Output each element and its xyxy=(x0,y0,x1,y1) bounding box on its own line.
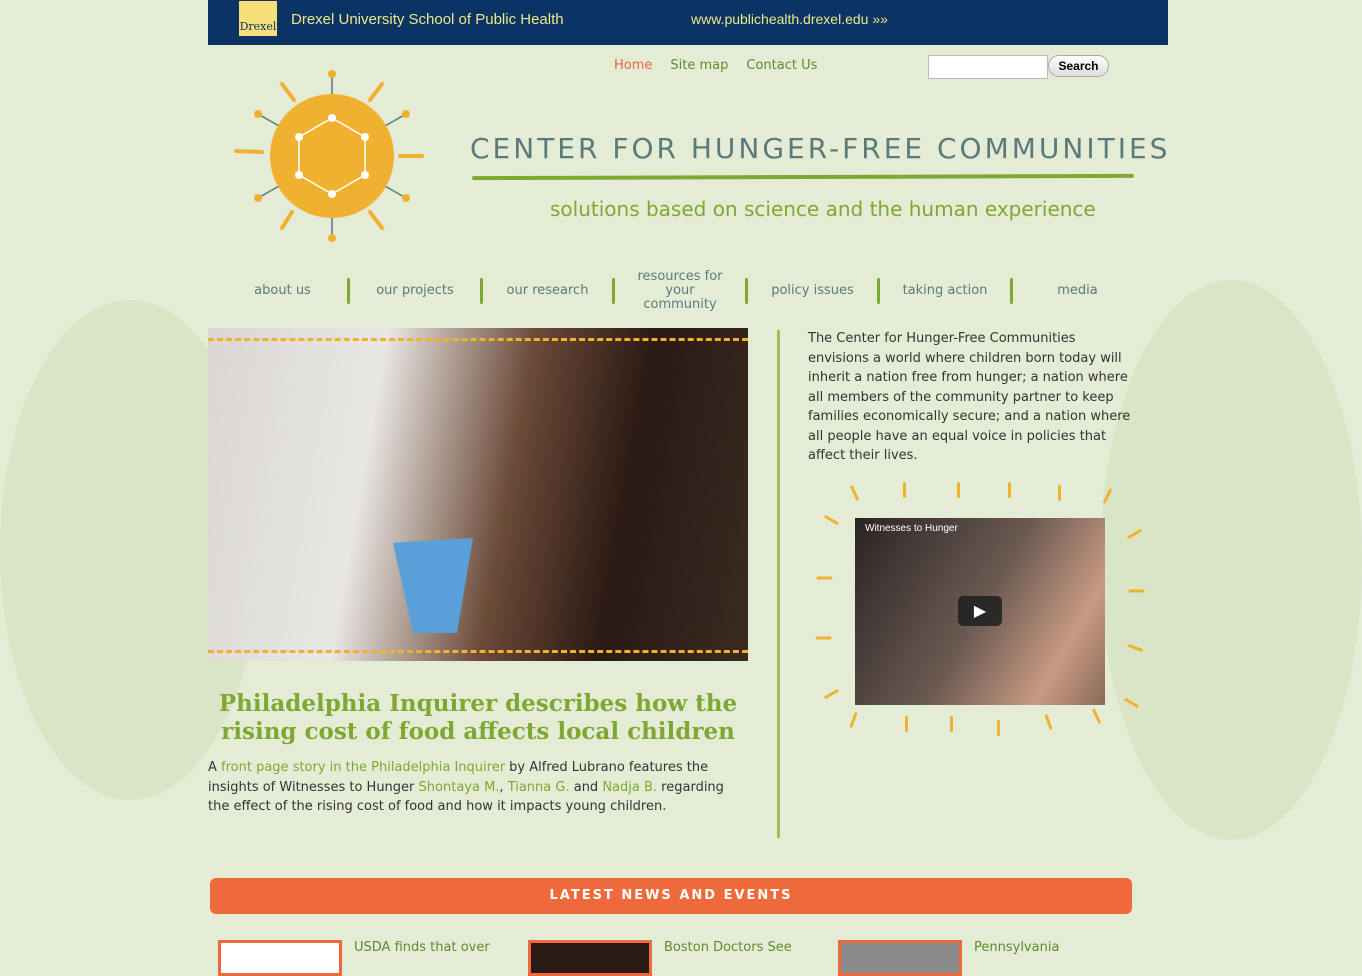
nav-divider xyxy=(347,278,350,304)
feature-headline[interactable]: Philadelphia Inquirer describes how the rising cost of food affects local children xyxy=(218,690,738,745)
news-thumbnail[interactable] xyxy=(528,940,652,976)
sun-ray xyxy=(824,515,839,526)
sun-ray xyxy=(849,712,857,728)
sun-ray xyxy=(1044,714,1052,730)
school-name-link[interactable]: Drexel University School of Public Health xyxy=(291,11,564,28)
text: , xyxy=(499,779,508,795)
nav-divider xyxy=(612,278,615,304)
news-thumbnail[interactable] xyxy=(838,940,962,976)
sun-ray xyxy=(1008,482,1011,498)
home-link[interactable]: Home xyxy=(614,58,653,73)
sun-ray xyxy=(850,485,859,501)
title-underline xyxy=(472,174,1134,180)
contact-link[interactable]: Contact Us xyxy=(746,58,818,73)
utility-nav xyxy=(614,58,817,73)
sun-ray xyxy=(1058,485,1061,501)
nav-divider xyxy=(877,278,880,304)
main-nav xyxy=(230,270,1130,312)
news-thumbnail[interactable] xyxy=(218,940,342,976)
sun-ray xyxy=(1129,590,1145,593)
cup-shape xyxy=(393,538,473,633)
search-input[interactable] xyxy=(928,55,1048,79)
background-photo xyxy=(1100,280,1362,840)
text: A xyxy=(208,760,222,775)
sun-ray xyxy=(1092,708,1101,724)
inquirer-link[interactable]: front page story in the Philadelphia Inquirer xyxy=(221,760,506,775)
sitemap-link[interactable]: Site map xyxy=(670,58,729,73)
nav-media[interactable]: media xyxy=(1057,283,1098,298)
person-link[interactable]: Tianna G. xyxy=(507,779,570,795)
sun-ray xyxy=(817,577,833,580)
nav-divider xyxy=(745,278,748,304)
nav-divider xyxy=(1010,278,1013,304)
dashed-border xyxy=(208,650,748,653)
news-heading: LATEST NEWS AND EVENTS xyxy=(210,878,1132,914)
nav-resources[interactable]: resources for your community xyxy=(637,269,723,312)
mission-statement: The Center for Hunger-Free Communities envisions a world where children born today will inherit a nation free from hunger; a nation where all members of the community partner to keep families economically secure; and a nation where all people have an equal voice in policies that affect their lives. xyxy=(808,331,1131,463)
person-link[interactable]: Shontaya M. xyxy=(418,779,500,795)
sun-ray xyxy=(957,482,960,498)
text: regarding the effect of the rising cost of food and how it impacts young children. xyxy=(208,779,724,814)
nav-taking-action[interactable]: taking action xyxy=(902,283,988,298)
nav-divider xyxy=(480,278,483,304)
dashed-border xyxy=(208,338,748,341)
search-button[interactable]: Search xyxy=(1048,55,1109,77)
play-icon[interactable]: ▶ xyxy=(958,596,1002,626)
feature-story xyxy=(208,758,738,817)
news-item[interactable] xyxy=(218,940,490,976)
video-title: Witnesses to Hunger xyxy=(865,523,958,534)
video-player[interactable] xyxy=(855,518,1105,705)
news-title[interactable]: USDA finds that over xyxy=(354,940,490,955)
sun-ray xyxy=(816,637,832,640)
sun-ray xyxy=(905,716,908,732)
tagline: solutions based on science and the human experience xyxy=(550,197,1096,221)
site-url-link[interactable]: www.publichealth.drexel.edu »» xyxy=(691,11,888,27)
sun-logo-icon xyxy=(232,66,428,246)
sun-ray xyxy=(950,716,953,732)
news-item[interactable] xyxy=(838,940,1059,976)
university-header xyxy=(208,0,1168,45)
text: and xyxy=(569,779,603,795)
column-divider xyxy=(777,330,780,838)
text: by Alfred Lubrano features the insights of Witnesses to Hunger xyxy=(208,760,709,795)
sun-ray xyxy=(997,720,1000,736)
site-title: CENTER FOR HUNGER-FREE COMMUNITIES xyxy=(470,132,1171,165)
nav-about-us[interactable]: about us xyxy=(254,283,311,298)
sun-ray xyxy=(903,482,906,498)
news-title[interactable]: Pennsylvania xyxy=(974,940,1060,955)
nav-our-research[interactable]: our research xyxy=(506,283,589,298)
nav-policy-issues[interactable]: policy issues xyxy=(771,283,854,298)
sun-ray xyxy=(824,689,839,700)
person-link[interactable]: Nadja B. xyxy=(602,779,658,795)
drexel-logo[interactable]: Drexel xyxy=(239,1,277,36)
news-title[interactable]: Boston Doctors See xyxy=(664,940,792,955)
feature-photo[interactable] xyxy=(208,328,748,661)
nav-our-projects[interactable]: our projects xyxy=(376,283,454,298)
news-item[interactable] xyxy=(528,940,792,976)
